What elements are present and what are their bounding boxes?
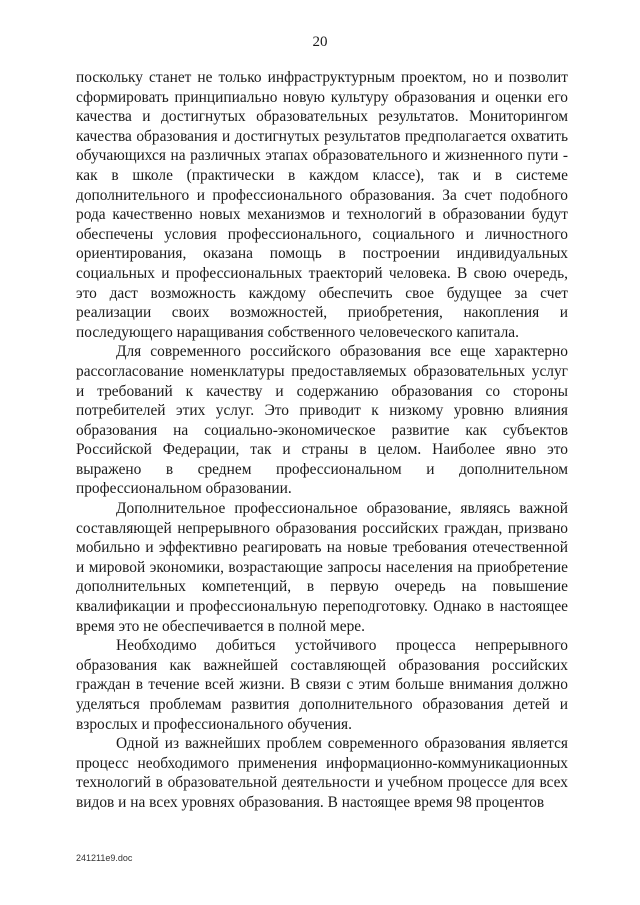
paragraph-1: поскольку станет не только инфраструктурным проектом, но и позволит сформировать принципиально новую культуру образования и оценки его качества и достигнутых образовательных результатов. Мониторингом качества образования и достигнутых результатов предполагается охватить обучающихся на различных этапах образовательного и жизненного пути - как в школе (практически в каждом классе), так и в системе дополнительного и профессионального образования. За счет подобного рода качественно новых механизмов и технологий в образовании будут обеспечены условия профессионального, социального и личностного ориентирования, оказана помощь в построении индивидуальных социальных и профессиональных траекторий человека. В свою очередь, это даст возможность каждому обеспечить свое будущее за счет реализации своих возможностей, приобретения, накопления и последующего наращивания собственного человеческого капитала. [76, 69, 568, 341]
document-body [76, 68, 568, 813]
paragraph-4: Необходимо добиться устойчивого процесса непрерывного образования как важнейшей составляющей образования российских граждан в течение всей жизни. В связи с этим больше внимания должно уделяться проблемам развития дополнительного образования детей и взрослых и профессионального обучения. [76, 637, 568, 733]
document-filename-footer: 241211e9.doc [76, 853, 133, 863]
paragraph-5: Одной из важнейших проблем современного образования является процесс необходимого применения информационно-коммуникационных технологий в образовательной деятельности и учебном процессе для всех видов и на всех уровнях образования. В настоящее время 98 процентов [76, 735, 568, 811]
paragraph-2: Для современного российского образования все еще характерно рассогласование номенклатуры предоставляемых образовательных услуг и требований к качеству и содержанию образования со стороны потребителей этих услуг. Это приводит к низкому уровню влияния образования на социально-экономическое развитие как субъектов Российской Федерации, так и страны в целом. Наиболее явно это выражено в среднем профессиональном и дополнительном профессиональном образовании. [76, 343, 568, 498]
paragraph-3: Дополнительное профессиональное образование, являясь важной составляющей непрерывного образования российских граждан, призвано мобильно и эффективно реагировать на новые требования отечественной и мировой экономики, возрастающие запросы населения на приобретение дополнительных компетенций, в первую очередь на повышение квалификации и профессиональную переподготовку. Однако в настоящее время это не обеспечивается в полной мере. [76, 500, 568, 635]
page-number: 20 [312, 34, 328, 50]
